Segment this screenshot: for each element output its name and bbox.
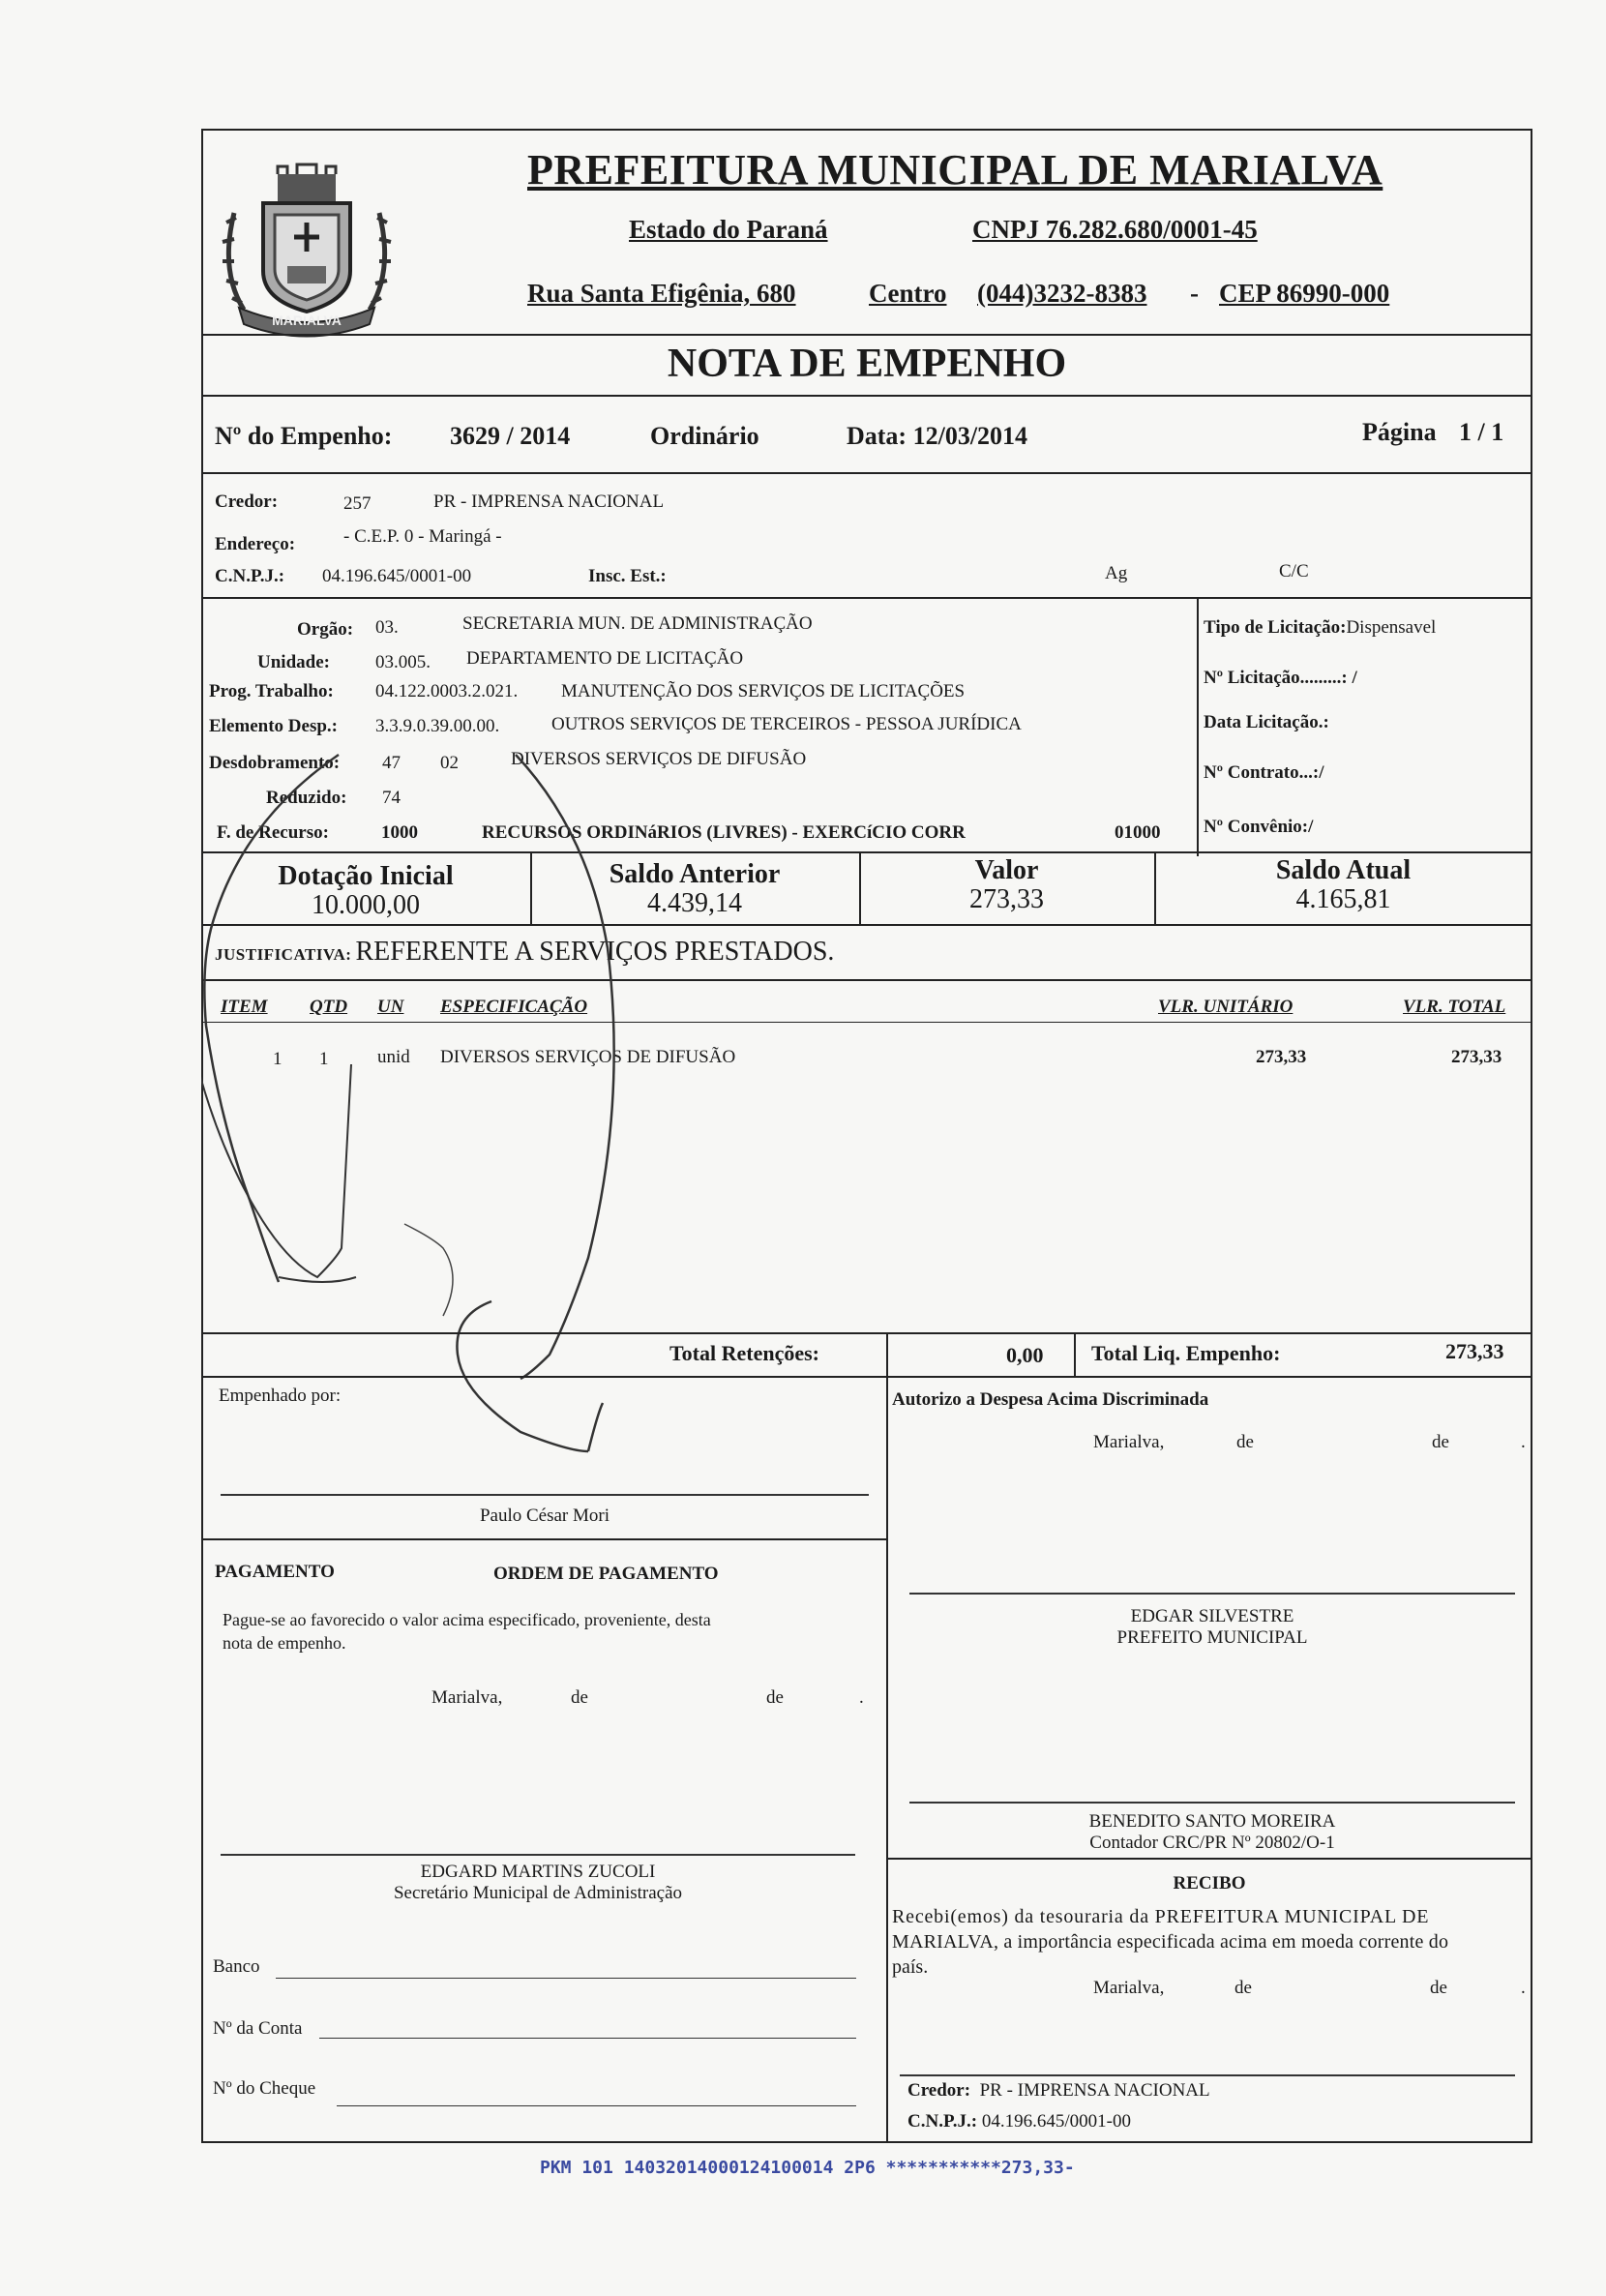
insc-label: Insc. Est.: — [588, 566, 667, 586]
recibo-cnpj — [907, 2111, 1131, 2132]
item-qty: 1 — [319, 1049, 329, 1069]
credor-cnpj: 04.196.645/0001-00 — [322, 566, 472, 586]
autorizo-city: Marialva, — [1093, 1432, 1165, 1452]
recibo-credor-label: Credor: — [907, 2080, 971, 2101]
vdivider — [886, 1332, 888, 1376]
vdivider — [1074, 1332, 1076, 1376]
secretario-title: Secretário Municipal de Administração — [393, 1883, 683, 1903]
col-item: ITEM — [221, 997, 268, 1017]
reduzido-value: 74 — [382, 788, 401, 808]
recibo-text-1: Recebi(emos) da tesouraria da PREFEITURA MUNICIPAL DE — [892, 1906, 1430, 1927]
page-number: 1 / 1 — [1459, 418, 1504, 446]
valor-value: 273,33 — [969, 884, 1044, 914]
vdivider — [886, 1376, 888, 2143]
valor-label: Valor — [974, 855, 1039, 885]
divider — [201, 1538, 886, 1540]
justificativa-label: JUSTIFICATIVA: — [215, 945, 352, 964]
total-liquido-label: Total Liq. Empenho: — [1091, 1341, 1281, 1365]
tipo-licitacao-label: Tipo de Licitação: — [1204, 617, 1347, 638]
coat-label: MARIALVA — [272, 313, 342, 328]
prog-code: 04.122.0003.2.021. — [375, 681, 519, 701]
cheque-label: Nº do Cheque — [213, 2078, 316, 2099]
banco-field[interactable] — [276, 1978, 856, 1979]
contador-name: BENEDITO SANTO MOREIRA — [1088, 1811, 1336, 1832]
item-unit: unid — [377, 1047, 410, 1067]
signature-line — [909, 1802, 1515, 1804]
item-total-value: 273,33 — [1451, 1047, 1502, 1067]
credor-name: PR - IMPRENSA NACIONAL — [433, 492, 665, 512]
cep: CEP 86990-000 — [1219, 279, 1390, 308]
pagamento-de1: de — [571, 1687, 588, 1708]
elemento-code: 3.3.9.0.39.00.00. — [375, 716, 500, 736]
licitacao-number: Nº Licitação.........: / — [1204, 668, 1357, 688]
handwritten-mark-icon — [201, 581, 685, 1471]
empenhado-label: Empenhado por: — [219, 1386, 342, 1406]
col-vlr-total: VLR. TOTAL — [1403, 997, 1506, 1017]
divider — [201, 472, 1532, 474]
recibo-text-2: MARIALVA, a importância especificada acima em moeda corrente do — [892, 1931, 1449, 1953]
contador-crc: Contador CRC/PR Nº 20802/O-1 — [1089, 1833, 1335, 1853]
saldo-atual-label: Saldo Atual — [1275, 855, 1412, 885]
dotacao-inicial-label: Dotação Inicial — [278, 861, 454, 891]
ag-label: Ag — [1105, 563, 1128, 583]
col-un: UN — [377, 997, 404, 1017]
licitacao-date: Data Licitação.: — [1204, 712, 1329, 732]
justificativa-text: REFERENTE A SERVIÇOS PRESTADOS. — [355, 937, 835, 967]
state-label: Estado do Paraná — [629, 215, 828, 244]
ordem-pagamento-label: ORDEM DE PAGAMENTO — [493, 1564, 719, 1584]
total-retencoes-value: 0,00 — [1006, 1343, 1044, 1367]
cc-label: C/C — [1279, 561, 1309, 581]
cnpj-label: CNPJ 76.282.680/0001-45 — [972, 215, 1258, 244]
recibo-text-3: país. — [892, 1956, 929, 1978]
cnpj-label-credor: C.N.P.J.: — [215, 566, 285, 586]
signature-line — [221, 1854, 855, 1856]
banco-label: Banco — [213, 1956, 260, 1977]
fonte-label: F. de Recurso: — [217, 822, 329, 843]
recibo-de2: de — [1430, 1978, 1447, 1998]
divider — [201, 1376, 1532, 1378]
autorizo-label: Autorizo a Despesa Acima Discriminada — [892, 1389, 1209, 1410]
bank-stamp: PKM 101 14032014000124100014 2P6 ***********273,33- — [540, 2158, 1075, 2178]
orgao-name: SECRETARIA MUN. DE ADMINISTRAÇÃO — [462, 613, 813, 634]
saldo-anterior-value: 4.439,14 — [647, 888, 742, 918]
document-title: NOTA DE EMPENHO — [667, 342, 1067, 386]
empenho-number-label: Nº do Empenho: — [215, 422, 393, 450]
tipo-licitacao — [1204, 617, 1436, 639]
recibo-credor — [907, 2080, 1210, 2102]
contrato-number: Nº Contrato...:/ — [1204, 762, 1324, 783]
secretario-name: EDGARD MARTINS ZUCOLI — [420, 1862, 656, 1882]
address-street: Rua Santa Efigênia, 680 — [527, 279, 796, 308]
saldo-atual-value: 4.165,81 — [1295, 884, 1391, 914]
empenho-date: Data: 12/03/2014 — [847, 422, 1028, 450]
pagamento-label: PAGAMENTO — [215, 1562, 335, 1582]
signature-line — [221, 1494, 869, 1496]
item-description: DIVERSOS SERVIÇOS DE DIFUSÃO — [440, 1047, 736, 1067]
prog-label: Prog. Trabalho: — [209, 681, 334, 701]
pagamento-dot: . — [859, 1687, 864, 1708]
prog-name: MANUTENÇÃO DOS SERVIÇOS DE LICITAÇÕES — [561, 681, 966, 701]
unidade-name: DEPARTAMENTO DE LICITAÇÃO — [466, 648, 744, 669]
endereco-label: Endereço: — [215, 534, 296, 554]
autorizo-dot: . — [1521, 1432, 1526, 1452]
prefeito-name: EDGAR SILVESTRE — [1130, 1606, 1294, 1626]
recibo-cnpj-value: 04.196.645/0001-00 — [981, 2111, 1131, 2132]
pagamento-text-1: Pague-se ao favorecido o valor acima especificado, proveniente, desta — [223, 1610, 711, 1629]
coat-of-arms-icon — [205, 155, 408, 339]
total-liquido-value: 273,33 — [1445, 1339, 1504, 1363]
reduzido-label: Reduzido: — [266, 788, 347, 808]
recibo-dot: . — [1521, 1978, 1526, 1998]
desdobramento-a: 47 — [382, 753, 401, 773]
pagamento-city: Marialva, — [431, 1687, 503, 1708]
fonte-number: 01000 — [1115, 822, 1161, 843]
divider — [201, 334, 1532, 336]
empenho-type: Ordinário — [650, 422, 759, 450]
col-especificacao: ESPECIFICAÇÃO — [440, 997, 588, 1017]
dotacao-inicial-value: 10.000,00 — [312, 890, 420, 920]
pagamento-de2: de — [766, 1687, 784, 1708]
orgao-code: 03. — [375, 617, 399, 638]
desdobramento-label: Desdobramento: — [209, 753, 341, 773]
tipo-licitacao-value: Dispensavel — [1346, 617, 1437, 638]
fonte-name: RECURSOS ORDINáRIOS (LIVRES) - EXERCíCIO CORR — [482, 822, 966, 843]
empenho-number: 3629 / 2014 — [450, 422, 571, 450]
conta-field[interactable] — [319, 2038, 856, 2039]
fonte-code: 1000 — [381, 822, 418, 843]
col-vlr-unitario: VLR. UNITÁRIO — [1158, 997, 1294, 1017]
item-unit-value: 273,33 — [1256, 1047, 1307, 1067]
col-qtd: QTD — [310, 997, 348, 1017]
elemento-label: Elemento Desp.: — [209, 716, 338, 736]
credor-code: 257 — [343, 493, 372, 514]
elemento-name: OUTROS SERVIÇOS DE TERCEIROS - PESSOA JURÍDICA — [551, 714, 1022, 734]
total-retencoes-label: Total Retenções: — [669, 1341, 819, 1365]
recibo-de1: de — [1234, 1978, 1252, 1998]
page-label: Página — [1362, 418, 1437, 446]
unidade-code: 03.005. — [375, 652, 431, 672]
recibo-label: RECIBO — [1173, 1873, 1246, 1893]
address-separator: - — [1190, 279, 1199, 308]
credor-label: Credor: — [215, 492, 279, 512]
recibo-city: Marialva, — [1093, 1978, 1165, 1998]
divider — [201, 1332, 1532, 1334]
phone: (044)3232-8383 — [977, 279, 1147, 308]
unidade-label: Unidade: — [257, 652, 330, 672]
recibo-credor-name: PR - IMPRENSA NACIONAL — [979, 2080, 1210, 2101]
signature-line — [900, 2074, 1515, 2076]
desdobramento-name: DIVERSOS SERVIÇOS DE DIFUSÃO — [511, 749, 807, 769]
autorizo-de2: de — [1432, 1432, 1449, 1452]
item-number: 1 — [273, 1049, 283, 1069]
endereco-value: - C.E.P. 0 - Maringá - — [343, 526, 502, 547]
vdivider — [1197, 597, 1199, 856]
orgao-label: Orgão: — [297, 619, 354, 640]
prefeito-title: PREFEITO MUNICIPAL — [1116, 1627, 1308, 1648]
desdobramento-b: 02 — [440, 753, 459, 773]
address-district: Centro — [869, 279, 947, 308]
empenhado-name: Paulo César Mori — [479, 1506, 610, 1526]
divider — [886, 1858, 1532, 1860]
divider — [201, 395, 1532, 397]
signature-line — [909, 1593, 1515, 1595]
autorizo-de1: de — [1236, 1432, 1254, 1452]
saldo-anterior-label: Saldo Anterior — [609, 859, 781, 889]
municipality-title: PREFEITURA MUNICIPAL DE MARIALVA — [527, 146, 1383, 194]
conta-label: Nº da Conta — [213, 2018, 303, 2039]
recibo-cnpj-label: C.N.P.J.: — [907, 2111, 978, 2132]
cheque-field[interactable] — [337, 2105, 856, 2106]
convenio-number: Nº Convênio:/ — [1204, 817, 1314, 837]
pagamento-text-2: nota de empenho. — [223, 1633, 346, 1653]
